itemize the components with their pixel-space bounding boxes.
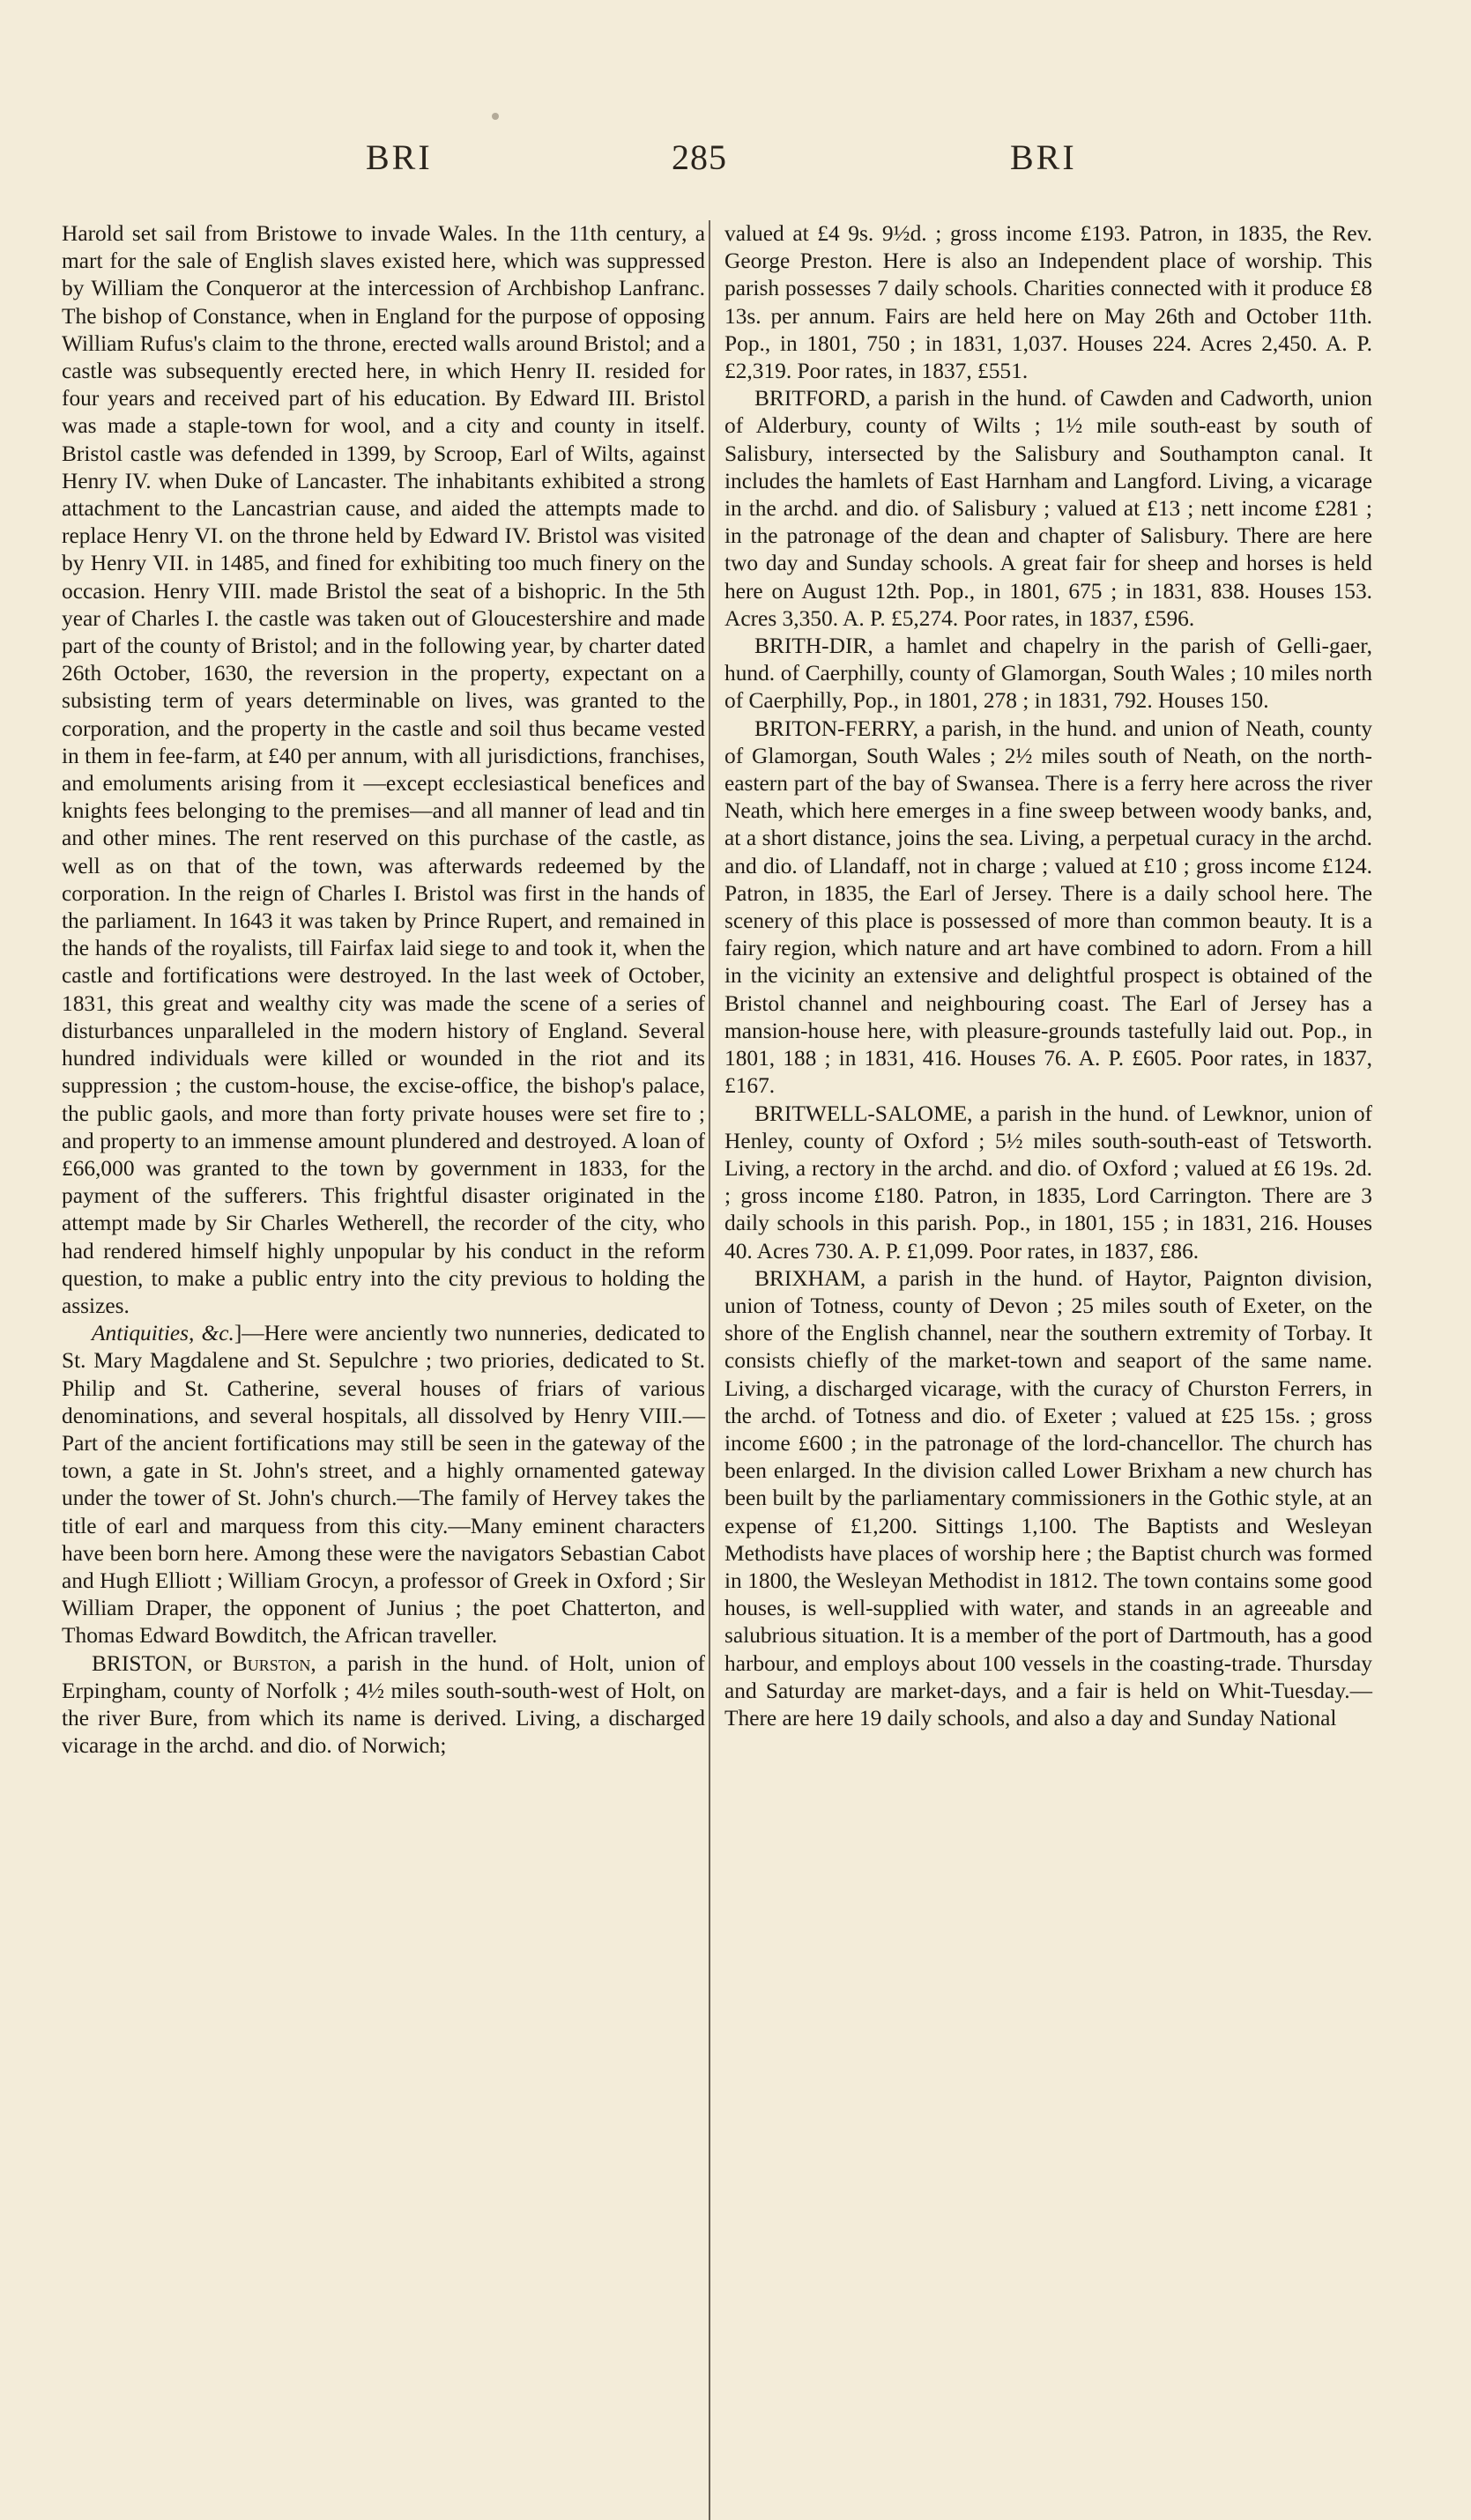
- antiquities-paragraph: [62, 1320, 705, 1649]
- briston-entry: [62, 1650, 705, 1760]
- briston-text: a parish in the hund. of Holt, union of Erpingham, county of Norfolk ; 4½ miles south-south-west of Holt, on the river Bure, from which its name is derived. Living, a discharged vicarage in the archd. and dio. of Norwich;: [62, 1650, 705, 1759]
- brith-dir-entry: BRITH-DIR, a hamlet and chapelry in the parish of Gelli-gaer, hund. of Caerphilly, county of Glamorgan, South Wales ; 10 miles north of Caerphilly, Pop., in 1801, 278 ; in 1831, 792. Houses 150.: [724, 634, 1372, 714]
- briston-headword: BRISTON, or: [92, 1650, 233, 1676]
- briton-ferry-entry: BRITON-FERRY, a parish, in the hund. and union of Neath, county of Glamorgan, South Wales ; 2½ miles south of Neath, on the north-eastern part of the bay of Swansea. There is a ferry here across the river Neath, which here emerges in a fine sweep between woody banks, and, at a short distance, joins the sea. Living, a perpetual curacy in the archd. and dio. of Llandaff, not in charge ; valued at £10 ; gross income £124. Patron, in 1835, the Earl of Jersey. There is a daily school here. The scenery of this place is possessed of more than common beauty. It is a fairy region, which nature and art have combined to adorn. From a hill in the vicinity an extensive and delightful prospect is obtained of the Bristol channel and neighbouring coast. The Earl of Jersey has a mansion-house here, with pleasure-grounds tastefully laid out. Pop., in 1801, 188 ; in 1831, 416. Houses 76. A. P. £605. Poor rates, in 1837, £167.: [724, 715, 1372, 1099]
- running-header: [0, 137, 1471, 189]
- column-divider: [709, 220, 710, 2520]
- brixham-entry: BRIXHAM, a parish in the hund. of Haytor, Paignton division, union of Totness, county of Devon ; 25 miles south of Exeter, on the shore of the English channel, near the southern extremity of Torbay. It consists chiefly of the market-town and seaport of the same name. Living, a discharged vicarage, with the curacy of Churston Ferrers, in the archd. of Totness and dio. of Exeter ; valued at £25 15s. ; gross income £600 ; in the patronage of the lord-chancellor. The church has been enlarged. In the division called Lower Brixham a new church has been built by the parliamentary commissioners in the Gothic style, at an expense of £1,200. Sittings 1,100. The Baptists and Wesleyan Methodists have places of worship here ; the Baptist church was formed in 1800, the Wesleyan Methodist in 1812. The town contains some good houses, is well-supplied with water, and stands in an agreeable and salubrious situation. It is a member of the port of Dartmouth, has a good harbour, and employs about 100 vessels in the coasting-trade. Thursday and Saturday are market-days, and a fair is held on Whit-Tuesday.—There are here 19 daily schools, and also a day and Sunday National: [724, 1265, 1372, 1731]
- briston-continuation: valued at £4 9s. 9½d. ; gross income £193. Patron, in 1835, the Rev. George Preston. Here is also an Independent place of worship. This parish possesses 7 daily schools. Charities connected with it produce £8 13s. per annum. Fairs are held here on May 26th and October 11th. Pop., in 1801, 750 ; in 1831, 1,037. Houses 224. Acres 2,450. A. P. £2,319. Poor rates, in 1837, £551.: [724, 221, 1372, 384]
- britwell-salome-entry: BRITWELL-SALOME, a parish in the hund. of Lewknor, union of Henley, county of Oxford ; 5½ miles south-south-east of Tetsworth. Living, a rectory in the archd. and dio. of Oxford ; valued at £6 19s. 2d. ; gross income £180. Patron, in 1835, Lord Carrington. There are 3 daily schools in this parish. Pop., in 1801, 155 ; in 1831, 216. Houses 40. Acres 730. A. P. £1,099. Poor rates, in 1837, £86.: [724, 1101, 1372, 1264]
- bristol-history-paragraph: Harold set sail from Bristowe to invade Wales. In the 11th century, a mart for the sale of English slaves existed here, which was suppressed by William the Conqueror at the intercession of Archbishop Lanfranc. The bishop of Constance, when in England for the purpose of opposing William Rufus's claim to the throne, erected walls around Bristol; and a castle was subsequently erected here, in which Henry II. resided for four years and received part of his education. By Edward III. Bristol was made a staple-town for wool, and a city and county in itself. Bristol castle was defended in 1399, by Scroop, Earl of Wilts, against Henry IV. when Duke of Lancaster. The inhabitants exhibited a strong attachment to the Lancastrian cause, and aided the attempts made to replace Henry VI. on the throne held by Edward IV. Bristol was visited by Henry VII. in 1485, and fined for exhibiting too much finery on the occasion. Henry VIII. made Bristol the seat of a bishopric. In the 5th year of Charles I. the castle was taken out of Gloucestershire and made part of the county of Bristol; and in the following year, by charter dated 26th October, 1630, the reversion in the property, expectant on a subsisting term of years determinable on lives, was granted to the corporation, and the property in the castle and soil thus became vested in them in fee-farm, at £40 per annum, with all jurisdictions, franchises, and emoluments arising from it —except ecclesiastical benefices and knights fees belonging to the premises—and all manner of lead and tin and other mines. The rent reserved on this purchase of the castle, as well as on that of the town, was afterwards redeemed by the corporation. In the reign of Charles I. Bristol was first in the hands of the parliament. In 1643 it was taken by Prince Rupert, and remained in the hands of the royalists, till Fairfax laid siege to and took it, when the castle and fortifications were destroyed. In the last week of October, 1831, this great and wealthy city was made the scene of a series of disturbances unparalleled in the modern history of England. Several hundred individuals were killed or wounded in the riot and its suppression ; the custom-house, the excise-office, the bishop's palace, the public gaols, and more than forty private houses were set fire to ; and property to an immense amount plundered and destroyed. A loan of £66,000 was granted to the town by government in 1833, for the payment of the sufferers. This frightful disaster originated in the attempt made by Sir Charles Wetherell, the recorder of the city, who had rendered himself highly unpopular by his conduct in the reform question, to make a public entry into the city previous to holding the assizes.: [62, 221, 705, 1318]
- burston-alt-name: Burston,: [232, 1650, 316, 1676]
- left-column: [62, 220, 705, 1760]
- right-column: [724, 220, 1372, 1732]
- page-number: 285: [672, 137, 727, 177]
- page-speck: [492, 113, 499, 120]
- antiquities-label: Antiquities, &c.: [92, 1321, 234, 1346]
- britford-entry: BRITFORD, a parish in the hund. of Cawden and Cadworth, union of Alderbury, county of Wilts ; 1½ mile south-east by south of Salisbury, intersected by the Salisbury and Southampton canal. It includes the hamlets of East Harnham and Langford. Living, a vicarage in the archd. and dio. of Salisbury ; valued at £13 ; nett income £281 ; in the patronage of the dean and chapter of Salisbury. There are here two day and Sunday schools. A great fair for sheep and horses is held here on August 12th. Pop., in 1801, 675 ; in 1831, 838. Houses 153. Acres 3,350. A. P. £5,274. Poor rates, in 1837, £596.: [724, 386, 1372, 631]
- header-left-keyword: BRI: [366, 137, 433, 177]
- antiquities-text: ]—Here were anciently two nunneries, dedicated to St. Mary Magdalene and St. Sepulchre ; two priories, dedicated to St. Philip and St. Catherine, several houses of friars of various denominations, and several hospitals, all dissolved by Henry VIII.—Part of the ancient fortifications may still be seen in the gateway of the town, a gate in St. John's street, and a highly ornamented gateway under the tower of St. John's church.—The family of Hervey takes the title of earl and marquess from this city.—Many eminent characters have been born here. Among these were the navigators Sebastian Cabot and Hugh Elliott ; William Grocyn, a professor of Greek in Oxford ; Sir William Draper, the opponent of Junius ; the poet Chatterton, and Thomas Edward Bowditch, the African traveller.: [62, 1321, 705, 1649]
- header-right-keyword: BRI: [1010, 137, 1077, 177]
